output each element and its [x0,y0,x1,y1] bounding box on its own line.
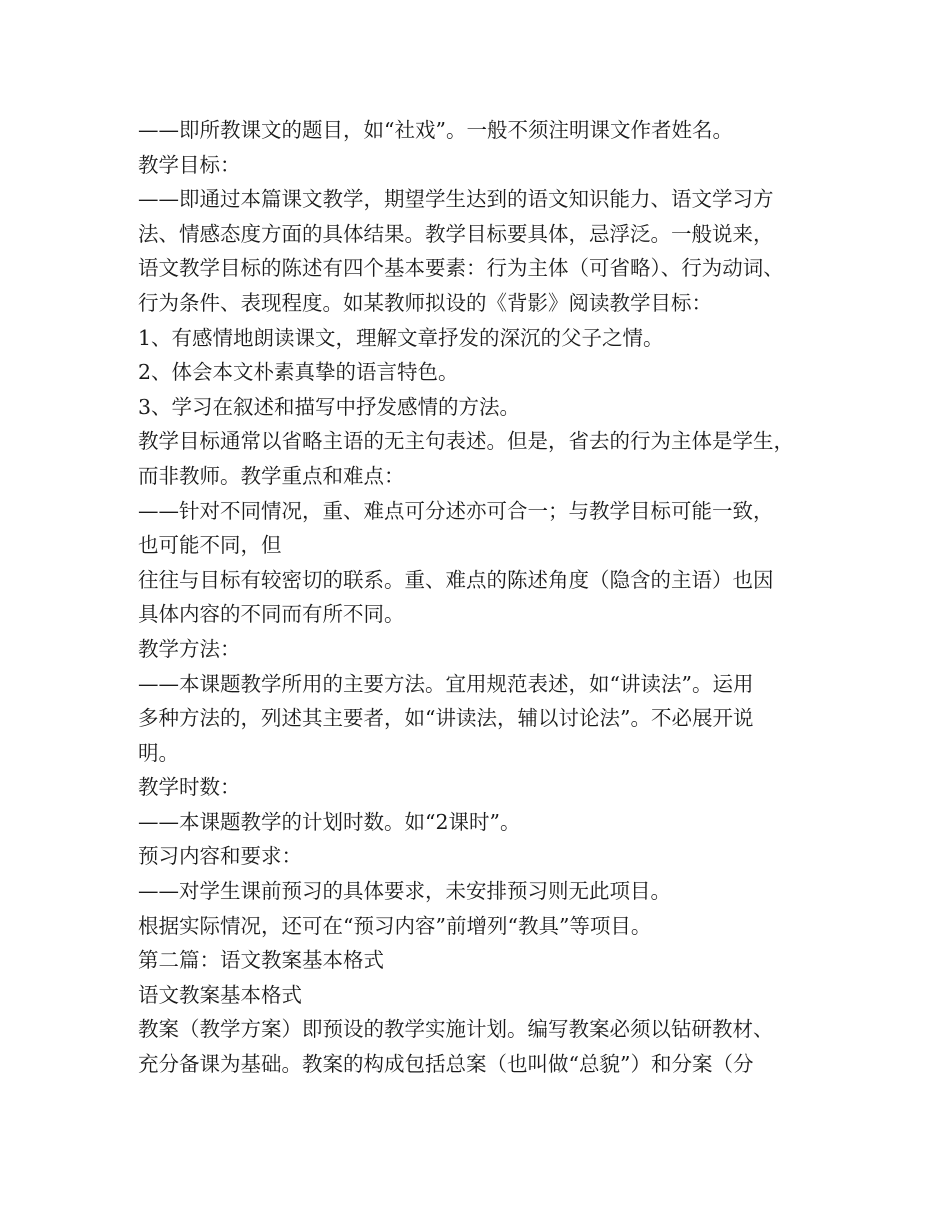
text-line: 多种方法的，列述其主要者，如“讲读法，辅以讨论法”。不必展开说 [138,706,754,731]
text-line: ——针对不同情况，重、难点可分述亦可合一；与教学目标可能一致， [138,498,774,523]
document-body [138,113,828,1082]
text-line: ——即所教课文的题目，如“社戏”。一般不须注明课文作者姓名。 [138,118,733,142]
text-line: ——对学生课前预习的具体要求，未安排预习则无此项目。 [138,879,671,904]
chapter-title: 语文教案基本格式 [138,982,302,1007]
text-line: 往往与目标有较密切的联系。重、难点的陈述角度（隐含的主语）也因 [138,567,774,592]
list-item: 2、体会本文朴素真挚的语言特色。 [138,360,459,385]
text-line: 行为条件、表现程度。如某教师拟设的《背影》阅读教学目标： [138,290,712,315]
text-line: ——本课题教学的计划时数。如“2课时”。 [138,809,521,834]
list-item: 3、学习在叙述和描写中抒发感情的方法。 [138,394,521,419]
text-line: 而非教师。教学重点和难点： [138,463,405,488]
text-line: ——本课题教学所用的主要方法。宜用规范表述，如“讲读法”。运用 [138,671,754,696]
text-line: 语文教学目标的陈述有四个基本要素：行为主体（可省略）、行为动词、 [138,256,784,281]
text-line: 教学目标通常以省略主语的无主句表述。但是，省去的行为主体是学生， [138,429,794,454]
section-heading: 教学时数： [138,775,241,800]
chapter-heading: 第二篇：语文教案基本格式 [138,948,384,973]
text-line: 充分备课为基础。教案的构成包括总案（也叫做“总貌”）和分案（分 [138,1052,754,1077]
text-line: 具体内容的不同而有所不同。 [138,602,405,627]
section-heading: 教学方法： [138,636,241,661]
text-line: ——即通过本篇课文教学，期望学生达到的语文知识能力、语文学习方 [138,187,774,212]
text-line: 教案（教学方案）即预设的教学实施计划。编写教案必须以钻研教材、 [138,1017,774,1042]
text-line: 明。 [138,740,179,765]
text-line: 也可能不同，但 [138,533,282,558]
text-line: 根据实际情况，还可在“预习内容”前增列“教具”等项目。 [138,913,652,938]
list-item: 1、有感情地朗读课文，理解文章抒发的深沉的父子之情。 [138,325,664,350]
section-heading: 教学目标： [138,152,241,177]
text-line: 法、情感态度方面的具体结果。教学目标要具体，忌浮泛。一般说来， [138,221,774,246]
section-heading: 预习内容和要求： [138,844,302,869]
